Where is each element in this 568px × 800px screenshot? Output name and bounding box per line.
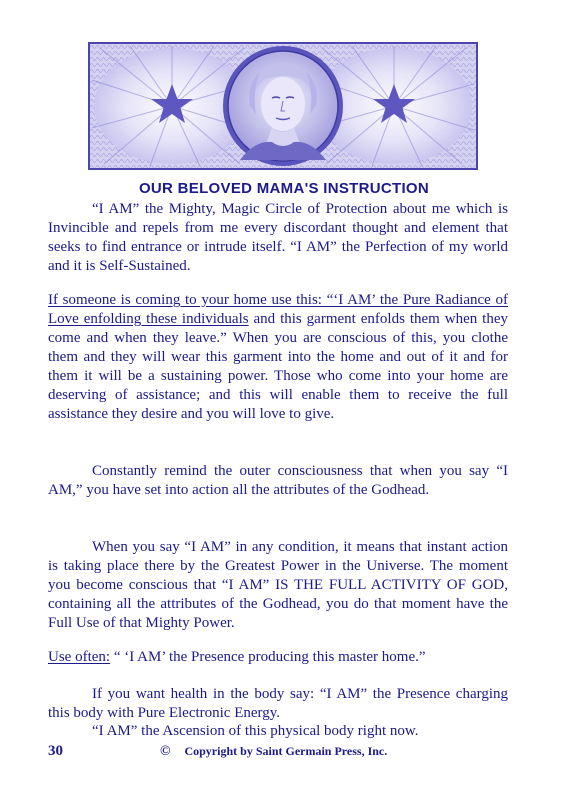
instruction-lead: If someone is coming to your home use this: <box>48 292 322 308</box>
copyright-notice <box>160 744 387 760</box>
use-often-lead: Use often: <box>48 649 111 665</box>
paragraph-ascension: “I AM” the Ascension of this physical body right now. <box>92 723 419 739</box>
paragraph-protection: “I AM” the Mighty, Magic Circle of Protection about me which is Invincible and repels from me every discordant thought and element that seeks to find entrance or intrude itself. “I AM” the Perfection of my world and it is Self-Sustained. <box>48 201 508 274</box>
paragraph-instant-action: When you say “I AM” in any condition, it means that instant action is taking place there by the Greatest Power in the Universe. The moment you become conscious that “I AM” IS THE FULL ACTIVITY OF GOD, containing all the attributes of the Godhead, you do that moment have the Full Use of that Mighty Power. <box>48 539 508 631</box>
copyright-text: Copyright by Saint Germain Press, Inc. <box>184 744 388 758</box>
page-number: 30 <box>48 743 63 759</box>
page-title: OUR BELOVED MAMA'S INSTRUCTION <box>138 180 430 197</box>
header-banner <box>88 42 478 170</box>
portrait-medallion <box>223 46 343 166</box>
decree-underlined: “‘I AM’ the Pure Radiance of Love enfolding these individuals <box>48 292 508 327</box>
use-often-decree: “ ‘I AM’ the Presence producing this master home.” <box>110 649 426 665</box>
paragraph-home-decree <box>48 291 508 424</box>
paragraph-use-often <box>48 648 508 667</box>
banner-illustration <box>90 44 476 168</box>
paragraph-health: If you want health in the body say: “I AM” the Presence charging this body with Pure Electronic Energy. <box>48 686 508 721</box>
copyright-icon: © <box>160 744 171 759</box>
paragraph-remind: Constantly remind the outer consciousness that when you say “I AM,” you have set into action all the attributes of the Godhead. <box>48 463 508 498</box>
decree-rest: and this garment enfolds them when they come and when they leave.” When you are conscious of this, you clothe them and they will wear this garment into the home and out of it and for them it will be a sustaining power. Those who come into your home are deserving of assistance; and this will enable them to receive the full assistance they desire and you will love to give. <box>48 311 508 422</box>
